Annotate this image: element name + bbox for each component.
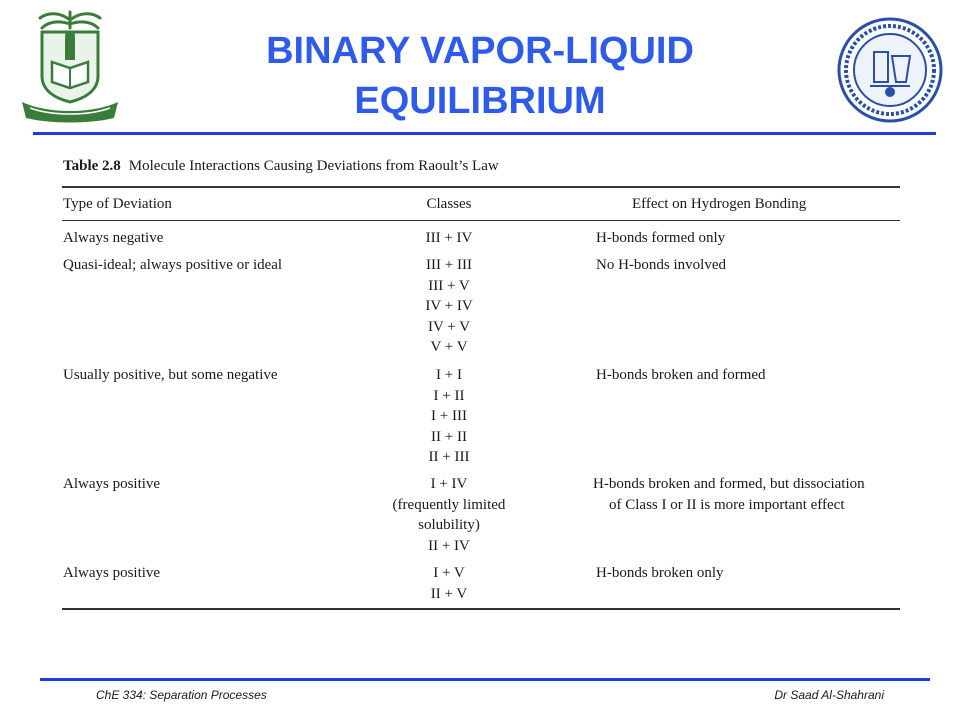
class-pair: II + II	[431, 428, 467, 445]
row-deviation: Quasi-ideal; always positive or ideal	[63, 257, 283, 273]
row-effect: No H-bonds involved	[596, 257, 726, 273]
header-type-of-deviation: Type of Deviation	[63, 196, 172, 212]
class-pair: III + III	[426, 257, 472, 273]
class-pair: III + V	[428, 277, 470, 294]
class-pair: I + II	[433, 387, 465, 404]
row-classes	[378, 563, 520, 604]
class-pair: I + IV	[430, 476, 468, 492]
class-pair: I + III	[431, 408, 467, 424]
table-top-rule	[62, 186, 900, 188]
row-deviation: Always positive	[63, 476, 161, 492]
class-pair: II + V	[430, 585, 468, 602]
row-effect	[593, 474, 893, 515]
class-pair: I + I	[436, 367, 462, 383]
header-classes: Classes	[426, 196, 472, 212]
row-classes	[378, 474, 520, 556]
class-pair: II + III	[428, 449, 470, 465]
footer-rule	[40, 678, 930, 681]
footer-course: ChE 334: Separation Processes	[96, 688, 267, 702]
class-pair: IV + V	[427, 318, 471, 335]
university-logo-icon	[8, 6, 132, 124]
effect-line: of Class I or II is more important effect	[609, 496, 845, 513]
row-deviation: Always positive	[63, 565, 161, 581]
footer-author: Dr Saad Al-Shahrani	[774, 688, 884, 702]
row-effect: H-bonds formed only	[596, 230, 726, 246]
row-deviation: Always negative	[63, 230, 164, 246]
title-underline	[33, 132, 936, 135]
class-pair: IV + IV	[425, 298, 473, 314]
class-note: (frequently limited	[392, 496, 506, 513]
row-classes	[378, 255, 520, 358]
header-effect-on-hydrogen-bonding: Effect on Hydrogen Bonding	[632, 196, 807, 212]
row-classes	[378, 365, 520, 468]
class-note: solubility)	[418, 517, 480, 533]
slide-title	[150, 26, 810, 126]
table-caption	[63, 158, 499, 175]
table-bottom-rule	[62, 608, 900, 610]
row-effect: H-bonds broken only	[596, 565, 724, 581]
class-pair: V + V	[430, 339, 468, 355]
class-pair: III + IV	[425, 230, 473, 246]
row-classes	[378, 228, 520, 249]
title-line-1: BINARY VAPOR-LIQUID	[266, 30, 694, 72]
row-effect: H-bonds broken and formed	[596, 367, 766, 383]
table-label: Table 2.8	[63, 158, 121, 174]
class-pair: I + V	[433, 565, 465, 581]
row-deviation: Usually positive, but some negative	[63, 367, 278, 383]
title-line-2: EQUILIBRIUM	[354, 80, 606, 122]
class-pair: II + IV	[428, 537, 470, 554]
table-caption-text: Molecule Interactions Causing Deviations from Raoult’s Law	[128, 158, 499, 174]
effect-line: H-bonds broken and formed, but dissociation	[593, 476, 865, 492]
department-seal-icon	[836, 16, 944, 124]
table-header-rule	[62, 220, 900, 221]
